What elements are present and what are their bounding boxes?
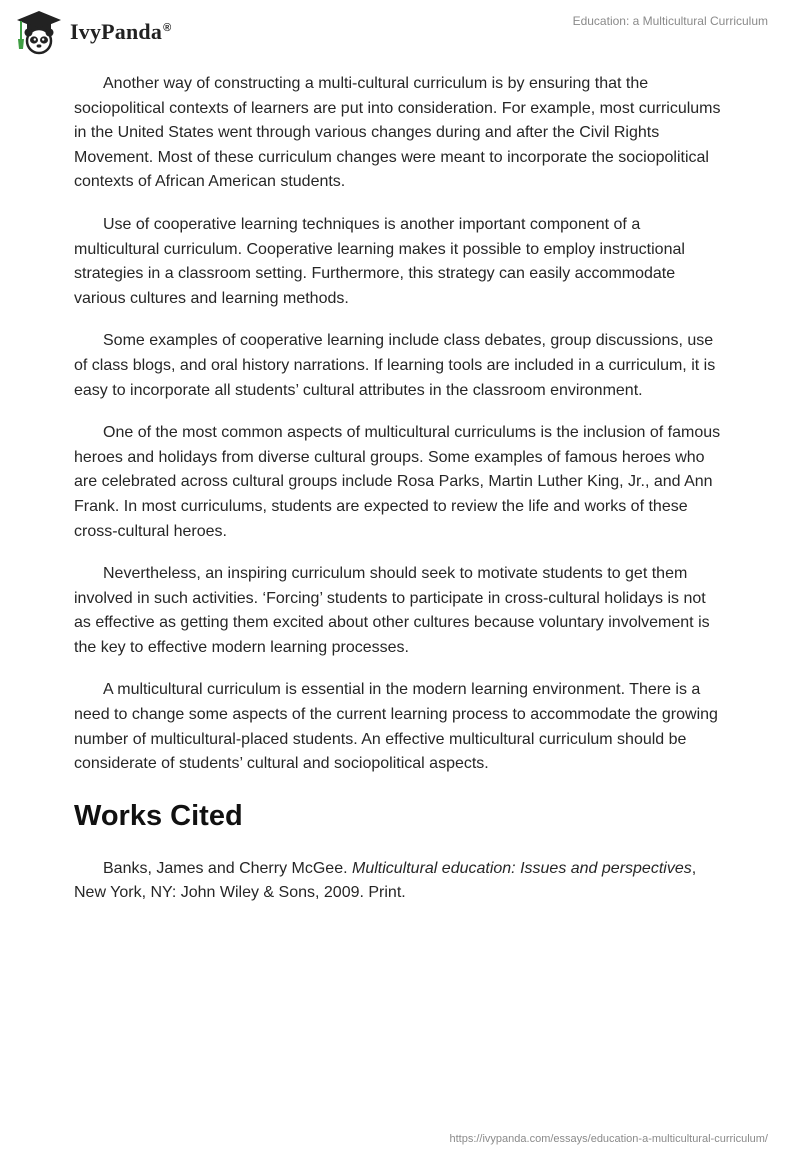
essay-paragraph: One of the most common aspects of multicultural curriculums is the inclusion of famous heroes and holidays from diverse cultural groups. Some examples of famous heroes who are celebrated across cultural groups include Rosa Parks, Martin Luther King, Jr., and Ann Frank. In most curriculums, students are expected to review the life and works of these cross-cultural heroes. <box>74 424 721 540</box>
panda-graduation-cap-icon <box>14 9 64 55</box>
brand-name: IvyPanda® <box>70 19 172 44</box>
citation-entry <box>74 857 724 906</box>
footer-url[interactable]: https://ivypanda.com/essays/education-a-multicultural-curriculum/ <box>449 1133 768 1145</box>
essay-paragraph: Use of cooperative learning techniques is another important component of a multicultural curriculum. Cooperative learning makes it possible to employ instructional strategies in a classroom setting. Furthermore, this strategy can easily accommodate various cultures and learning methods. <box>74 215 685 307</box>
essay-paragraph: Some examples of cooperative learning include class debates, group discussions, use of class blogs, and oral history narrations. If learning tools are included in a curriculum, it is easy to incorporate all students’ cultural attributes in the classroom environment. <box>74 332 716 399</box>
citation-authors: Banks, James and Cherry McGee. <box>103 859 352 877</box>
essay-paragraph: Nevertheless, an inspiring curriculum should seek to motivate students to get them involved in such activities. ‘Forcing’ students to participate in cross-cultural holidays is not as effective as getting them excited about other cultures because voluntary involvement is the key to effective modern learning processes. <box>74 565 710 656</box>
brand-logo[interactable] <box>14 8 171 56</box>
page-header <box>0 0 800 62</box>
essay-content <box>74 72 724 906</box>
essay-paragraph: Another way of constructing a multi-cultural curriculum is by ensuring that the sociopolitical contexts of learners are put into consideration. For example, most curriculums in the United States went through various changes during and after the Civil Rights Movement. Most of these curriculum changes were meant to incorporate the sociopolitical contexts of African American students. <box>74 75 721 191</box>
citation-title: Multicultural education: Issues and perspectives <box>351 859 692 877</box>
works-cited-heading: Works Cited <box>74 799 243 832</box>
document-title: Education: a Multicultural Curriculum <box>572 14 768 28</box>
citation-publication: , New York, NY: John Wiley & Sons, 2009. Print. <box>74 859 697 902</box>
essay-paragraph: A multicultural curriculum is essential in the modern learning environment. There is a need to change some aspects of the current learning process to accommodate the growing number of multicultural-placed students. An effective multicultural curriculum should be considerate of students’ cultural and sociopolitical aspects. <box>74 681 718 773</box>
